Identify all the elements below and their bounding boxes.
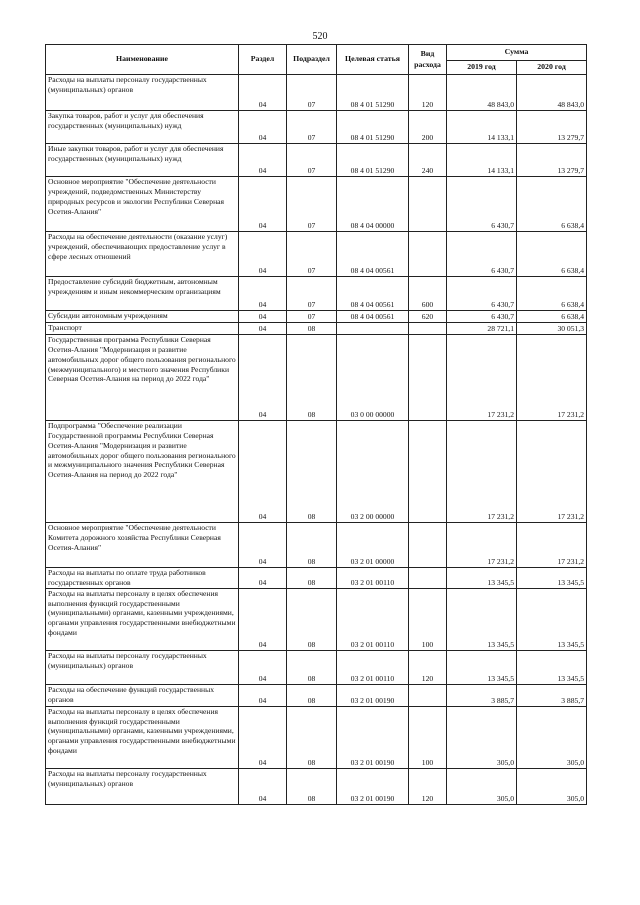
row-target-article: 08 4 01 51290: [337, 111, 409, 144]
row-section: 04: [239, 421, 287, 523]
row-name: Основное мероприятие "Обеспечение деятельности учреждений, подведомственных Министерству природных ресурсов и экологии Республики Северная Осетия-Алания": [46, 177, 239, 232]
row-amount-2020: 305,0: [517, 706, 587, 768]
row-expense-type: [409, 323, 447, 335]
table-row: [46, 706, 587, 768]
row-amount-2020: 3 885,7: [517, 684, 587, 706]
row-expense-type: [409, 421, 447, 523]
row-name: Транспорт: [46, 323, 239, 335]
row-subsection: 08: [287, 523, 337, 568]
table-row: [46, 523, 587, 568]
table-row: [46, 177, 587, 232]
row-expense-type: 600: [409, 277, 447, 311]
table-row: [46, 335, 587, 421]
table-row: [46, 588, 587, 650]
row-target-article: 03 2 00 00000: [337, 421, 409, 523]
header-subsection: Подраздел: [287, 45, 337, 75]
row-amount-2019: 14 133,1: [447, 144, 517, 177]
row-subsection: 07: [287, 311, 337, 323]
row-section: 04: [239, 323, 287, 335]
row-name: Расходы на обеспечение деятельности (оказание услуг) учреждений, обеспечивающих предоставление услуг в сфере лесных отношений: [46, 232, 239, 277]
row-expense-type: [409, 523, 447, 568]
row-expense-type: [409, 177, 447, 232]
row-subsection: 08: [287, 335, 337, 421]
row-section: 04: [239, 111, 287, 144]
row-section: 04: [239, 768, 287, 804]
row-name: Расходы на выплаты персоналу государственных (муниципальных) органов: [46, 75, 239, 111]
row-subsection: 08: [287, 684, 337, 706]
table-row: [46, 421, 587, 523]
row-amount-2019: 17 231,2: [447, 523, 517, 568]
row-expense-type: 200: [409, 111, 447, 144]
row-amount-2019: 28 721,1: [447, 323, 517, 335]
table-row: [46, 568, 587, 589]
row-target-article: 03 2 01 00190: [337, 706, 409, 768]
row-name: Подпрограмма "Обеспечение реализации Государственной программы Республики Северная Осетия-Алания "Модернизация и развитие автомобильных дорог общего пользования регионального и межмуниципального значения Республики Северная Осетия-Алания на период до 2022 года": [46, 421, 239, 523]
row-amount-2020: 13 345,5: [517, 650, 587, 684]
row-amount-2020: 13 279,7: [517, 111, 587, 144]
row-amount-2019: 48 843,0: [447, 75, 517, 111]
row-amount-2019: 13 345,5: [447, 588, 517, 650]
row-section: 04: [239, 335, 287, 421]
row-expense-type: 120: [409, 650, 447, 684]
row-target-article: 03 2 01 00110: [337, 588, 409, 650]
row-amount-2020: 13 345,5: [517, 588, 587, 650]
row-subsection: 08: [287, 706, 337, 768]
row-section: 04: [239, 75, 287, 111]
row-target-article: 03 2 01 00000: [337, 523, 409, 568]
row-expense-type: 100: [409, 588, 447, 650]
row-amount-2020: 13 279,7: [517, 144, 587, 177]
row-section: 04: [239, 684, 287, 706]
row-amount-2020: 17 231,2: [517, 421, 587, 523]
row-section: 04: [239, 144, 287, 177]
row-expense-type: 620: [409, 311, 447, 323]
row-subsection: 07: [287, 75, 337, 111]
row-expense-type: [409, 684, 447, 706]
row-expense-type: [409, 335, 447, 421]
row-name: Субсидии автономным учреждениям: [46, 311, 239, 323]
header-expense-type: Вид расхода: [409, 45, 447, 75]
row-amount-2019: 17 231,2: [447, 421, 517, 523]
row-amount-2020: 6 638,4: [517, 277, 587, 311]
header-name: Наименование: [46, 45, 239, 75]
row-amount-2019: 13 345,5: [447, 568, 517, 589]
row-section: 04: [239, 232, 287, 277]
row-subsection: 07: [287, 277, 337, 311]
row-expense-type: [409, 232, 447, 277]
row-subsection: 08: [287, 568, 337, 589]
budget-table: [45, 44, 587, 805]
row-amount-2019: 6 430,7: [447, 277, 517, 311]
row-section: 04: [239, 588, 287, 650]
row-name: Расходы на выплаты по оплате труда работников государственных органов: [46, 568, 239, 589]
row-expense-type: 100: [409, 706, 447, 768]
table-row: [46, 684, 587, 706]
row-section: 04: [239, 277, 287, 311]
row-amount-2019: 14 133,1: [447, 111, 517, 144]
row-amount-2020: 30 051,3: [517, 323, 587, 335]
row-subsection: 08: [287, 650, 337, 684]
row-name: Расходы на выплаты персоналу государственных (муниципальных) органов: [46, 650, 239, 684]
row-amount-2019: 305,0: [447, 706, 517, 768]
row-subsection: 07: [287, 111, 337, 144]
row-target-article: 03 2 01 00190: [337, 768, 409, 804]
row-name: Расходы на выплаты персоналу в целях обеспечения выполнения функций государственными (муниципальными) органами, казенными учреждениями, органами управления государственными внебюджетными фондами: [46, 706, 239, 768]
row-amount-2020: 48 843,0: [517, 75, 587, 111]
table-row: [46, 232, 587, 277]
row-subsection: 07: [287, 144, 337, 177]
row-section: 04: [239, 650, 287, 684]
row-amount-2019: 6 430,7: [447, 232, 517, 277]
row-target-article: 03 2 01 00110: [337, 568, 409, 589]
row-amount-2019: 6 430,7: [447, 177, 517, 232]
row-section: 04: [239, 523, 287, 568]
table-row: [46, 650, 587, 684]
header-year-2019: 2019 год: [447, 61, 517, 75]
row-amount-2020: 305,0: [517, 768, 587, 804]
row-target-article: 08 4 01 51290: [337, 75, 409, 111]
row-name: Расходы на выплаты персоналу государственных (муниципальных) органов: [46, 768, 239, 804]
row-subsection: 08: [287, 421, 337, 523]
row-amount-2020: 6 638,4: [517, 177, 587, 232]
table-body: [46, 75, 587, 805]
row-name: Расходы на обеспечение функций государственных органов: [46, 684, 239, 706]
row-amount-2019: 17 231,2: [447, 335, 517, 421]
row-expense-type: 240: [409, 144, 447, 177]
row-target-article: 08 4 01 51290: [337, 144, 409, 177]
row-section: 04: [239, 706, 287, 768]
table-row: [46, 277, 587, 311]
table-row: [46, 768, 587, 804]
row-name: Государственная программа Республики Северная Осетия-Алания "Модернизация и развитие автомобильных дорог общего пользования регионального (межмуниципального) и местного значения Республики Северная Осетия-Алания на период до 2022 года": [46, 335, 239, 421]
row-section: 04: [239, 177, 287, 232]
row-name: Расходы на выплаты персоналу в целях обеспечения выполнения функций государственными (муниципальными) органами, казенными учреждениями, органами управления государственными внебюджетными фондами: [46, 588, 239, 650]
table-row: [46, 144, 587, 177]
row-expense-type: 120: [409, 768, 447, 804]
row-amount-2019: 3 885,7: [447, 684, 517, 706]
row-section: 04: [239, 568, 287, 589]
row-amount-2020: 17 231,2: [517, 335, 587, 421]
table-row: [46, 111, 587, 144]
row-amount-2020: 17 231,2: [517, 523, 587, 568]
row-expense-type: [409, 568, 447, 589]
row-expense-type: 120: [409, 75, 447, 111]
row-amount-2020: 6 638,4: [517, 311, 587, 323]
table-row: [46, 75, 587, 111]
row-name: Основное мероприятие "Обеспечение деятельности Комитета дорожного хозяйства Республики Северная Осетия-Алания": [46, 523, 239, 568]
row-target-article: 08 4 04 00561: [337, 232, 409, 277]
page-number: 520: [312, 31, 328, 42]
row-subsection: 07: [287, 177, 337, 232]
row-target-article: 08 4 04 00000: [337, 177, 409, 232]
header-year-2020: 2020 год: [517, 61, 587, 75]
header-target-article: Целевая статья: [337, 45, 409, 75]
row-name: Иные закупки товаров, работ и услуг для обеспечения государственных (муниципальных) нужд: [46, 144, 239, 177]
table-row: [46, 311, 587, 323]
row-subsection: 08: [287, 588, 337, 650]
row-amount-2020: 13 345,5: [517, 568, 587, 589]
row-amount-2019: 13 345,5: [447, 650, 517, 684]
row-subsection: 08: [287, 768, 337, 804]
row-target-article: 03 2 01 00190: [337, 684, 409, 706]
row-subsection: 08: [287, 323, 337, 335]
row-target-article: 03 2 01 00110: [337, 650, 409, 684]
table-row: [46, 323, 587, 335]
row-name: Закупка товаров, работ и услуг для обеспечения государственных (муниципальных) нужд: [46, 111, 239, 144]
row-name: Предоставление субсидий бюджетным, автономным учреждениям и иным некоммерческим организациям: [46, 277, 239, 311]
row-amount-2020: 6 638,4: [517, 232, 587, 277]
row-target-article: 03 0 00 00000: [337, 335, 409, 421]
row-subsection: 07: [287, 232, 337, 277]
row-target-article: 08 4 04 00561: [337, 311, 409, 323]
row-amount-2019: 6 430,7: [447, 311, 517, 323]
row-target-article: [337, 323, 409, 335]
header-section: Раздел: [239, 45, 287, 75]
header-amount: Сумма: [447, 45, 587, 61]
row-target-article: 08 4 04 00561: [337, 277, 409, 311]
row-amount-2019: 305,0: [447, 768, 517, 804]
row-section: 04: [239, 311, 287, 323]
